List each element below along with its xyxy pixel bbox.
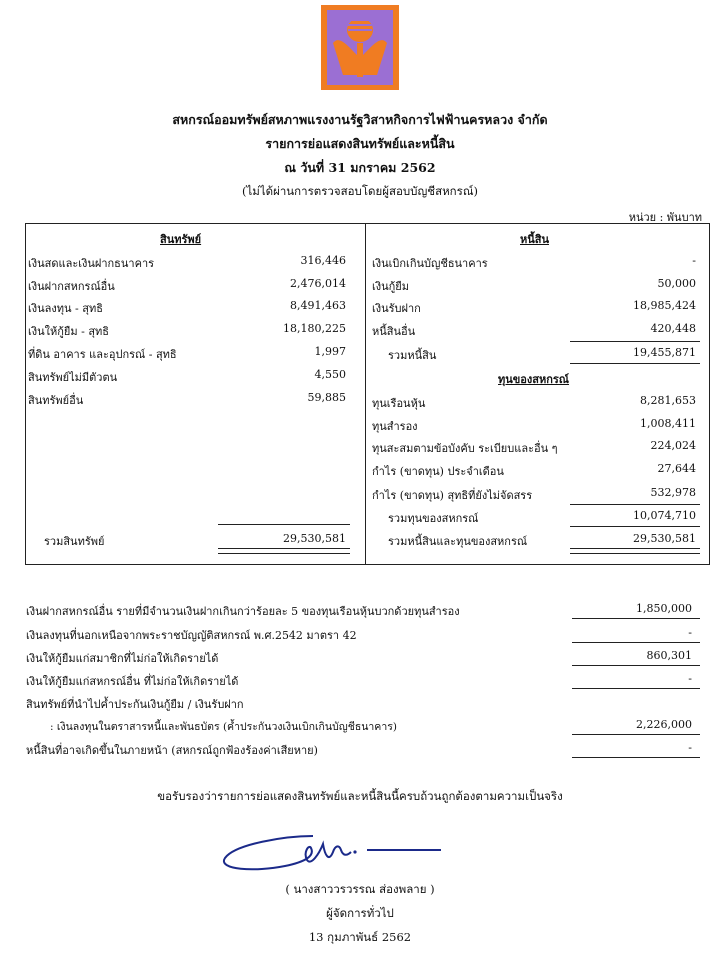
asset-label: เงินลงทุน - สุทธิ bbox=[28, 302, 103, 315]
liability-label: เงินรับฝาก bbox=[372, 302, 421, 315]
note-rule bbox=[572, 665, 700, 666]
note-value: 860,301 bbox=[646, 649, 692, 662]
liabilities-total-value: 19,455,871 bbox=[633, 346, 696, 359]
liabilities-total-rule bbox=[570, 341, 700, 342]
asset-value: 4,550 bbox=[314, 368, 346, 381]
note-label: เงินฝากสหกรณ์อื่น รายที่มีจำนวนเงินฝากเกินกว่าร้อยละ 5 ของทุนเรือนหุ้นบวกด้วยทุนสำรอง bbox=[26, 605, 460, 618]
equity-value: 8,281,653 bbox=[640, 394, 696, 407]
signature-icon bbox=[215, 822, 445, 882]
liabilities-heading: หนี้สิน bbox=[520, 233, 550, 246]
assets-total-value: 29,530,581 bbox=[283, 532, 346, 545]
note-value: - bbox=[688, 626, 692, 639]
equity-value: 27,644 bbox=[657, 462, 696, 475]
asset-label: เงินฝากสหกรณ์อื่น bbox=[28, 280, 115, 293]
asset-value: 59,885 bbox=[307, 391, 346, 404]
asset-label: ที่ดิน อาคาร และอุปกรณ์ - สุทธิ bbox=[28, 348, 177, 361]
equity-total-label: รวมทุนของสหกรณ์ bbox=[388, 512, 479, 525]
note-value: - bbox=[688, 741, 692, 754]
equity-label: กำไร (ขาดทุน) ประจำเดือน bbox=[372, 465, 504, 478]
asset-label: เงินให้กู้ยืม - สุทธิ bbox=[28, 325, 110, 338]
grand-total-double-rule bbox=[570, 548, 700, 554]
assets-total-label: รวมสินทรัพย์ bbox=[44, 535, 105, 548]
equity-value: 1,008,411 bbox=[640, 417, 696, 430]
equity-value: 224,024 bbox=[650, 439, 696, 452]
liability-value: 50,000 bbox=[657, 277, 696, 290]
grand-total-value: 29,530,581 bbox=[633, 532, 696, 545]
signer-name: ( นางสาววรวรรณ ส่องพลาย ) bbox=[285, 882, 435, 896]
note-rule bbox=[572, 757, 700, 758]
liability-value: - bbox=[692, 254, 696, 267]
liabilities-total-underline bbox=[570, 363, 700, 364]
liabilities-total-label: รวมหนี้สิน bbox=[388, 349, 437, 362]
org-name: สหกรณ์ออมทรัพย์สหภาพแรงงานรัฐวิสาหกิจการไฟฟ้านครหลวง จำกัด bbox=[172, 112, 548, 127]
asset-value: 1,997 bbox=[314, 345, 346, 358]
asset-value: 8,491,463 bbox=[290, 299, 346, 312]
page-title: รายการย่อแสดงสินทรัพย์และหนี้สิน bbox=[265, 136, 455, 151]
note-label: หนี้สินที่อาจเกิดขึ้นในภายหน้า (สหกรณ์ถูกฟ้องร้องค่าเสียหาย) bbox=[26, 744, 318, 757]
audit-note: (ไม่ได้ผ่านการตรวจสอบโดยผู้สอบบัญชีสหกรณ์) bbox=[242, 184, 478, 198]
grand-total-label: รวมหนี้สินและทุนของสหกรณ์ bbox=[388, 535, 528, 548]
liability-label: เงินเบิกเกินบัญชีธนาคาร bbox=[372, 257, 488, 270]
asset-value: 316,446 bbox=[300, 254, 346, 267]
note-label: เงินให้กู้ยืมแก่สหกรณ์อื่น ที่ไม่ก่อให้เกิดรายได้ bbox=[26, 675, 239, 688]
signed-date: 13 กุมภาพันธ์ 2562 bbox=[308, 930, 412, 944]
equity-label: กำไร (ขาดทุน) สุทธิที่ยังไม่จัดสรร bbox=[372, 489, 533, 502]
note-label: เงินลงทุนที่นอกเหนือจากพระราชบัญญัติสหกรณ์ พ.ศ.2542 มาตรา 42 bbox=[26, 629, 357, 642]
equity-label: ทุนเรือนหุ้น bbox=[372, 397, 426, 410]
note-value: 1,850,000 bbox=[636, 602, 692, 615]
equity-label: ทุนสะสมตามข้อบังคับ ระเบียบและอื่น ๆ bbox=[372, 442, 558, 455]
logo-emblem-icon bbox=[321, 5, 399, 90]
equity-value: 532,978 bbox=[650, 486, 696, 499]
note-label: สินทรัพย์ที่นำไปค้ำประกันเงินกู้ยืม / เงินรับฝาก bbox=[26, 698, 244, 711]
assets-heading: สินทรัพย์ bbox=[160, 233, 202, 246]
assets-total-double-rule bbox=[218, 548, 350, 554]
equity-total-value: 10,074,710 bbox=[633, 509, 696, 522]
note-value: 2,226,000 bbox=[636, 718, 692, 731]
liability-label: เงินกู้ยืม bbox=[372, 280, 410, 293]
note-value: - bbox=[688, 672, 692, 685]
unit-label: หน่วย : พันบาท bbox=[628, 211, 702, 224]
note-rule bbox=[572, 734, 700, 735]
asset-label: เงินสดและเงินฝากธนาคาร bbox=[28, 257, 155, 270]
table-divider bbox=[365, 223, 366, 564]
note-label: : เงินลงทุนในตราสารหนี้และพันธบัตร (ค้ำประกันวงเงินเบิกเกินบัญชีธนาคาร) bbox=[50, 721, 397, 733]
report-date: ณ วันที่ 31 มกราคม 2562 bbox=[284, 160, 436, 175]
equity-total-rule bbox=[570, 504, 700, 505]
liability-value: 420,448 bbox=[650, 322, 696, 335]
note-label: เงินให้กู้ยืมแก่สมาชิกที่ไม่ก่อให้เกิดรายได้ bbox=[26, 652, 219, 665]
asset-label: สินทรัพย์ไม่มีตัวตน bbox=[28, 371, 118, 384]
signer-position: ผู้จัดการทั่วไป bbox=[326, 906, 394, 920]
note-rule bbox=[572, 688, 700, 689]
asset-value: 18,180,225 bbox=[283, 322, 346, 335]
equity-total-underline bbox=[570, 526, 700, 527]
note-rule bbox=[572, 642, 700, 643]
note-rule bbox=[572, 618, 700, 619]
asset-value: 2,476,014 bbox=[290, 277, 346, 290]
liability-label: หนี้สินอื่น bbox=[372, 325, 416, 338]
equity-label: ทุนสำรอง bbox=[372, 420, 418, 433]
asset-label: สินทรัพย์อื่น bbox=[28, 394, 84, 407]
certification-text: ขอรับรองว่ารายการย่อแสดงสินทรัพย์และหนี้สินนี้ครบถ้วนถูกต้องตามความเป็นจริง bbox=[157, 789, 563, 803]
assets-total-rule bbox=[218, 524, 350, 525]
liability-value: 18,985,424 bbox=[633, 299, 696, 312]
cooperative-logo bbox=[321, 5, 399, 90]
equity-heading: ทุนของสหกรณ์ bbox=[498, 373, 570, 386]
